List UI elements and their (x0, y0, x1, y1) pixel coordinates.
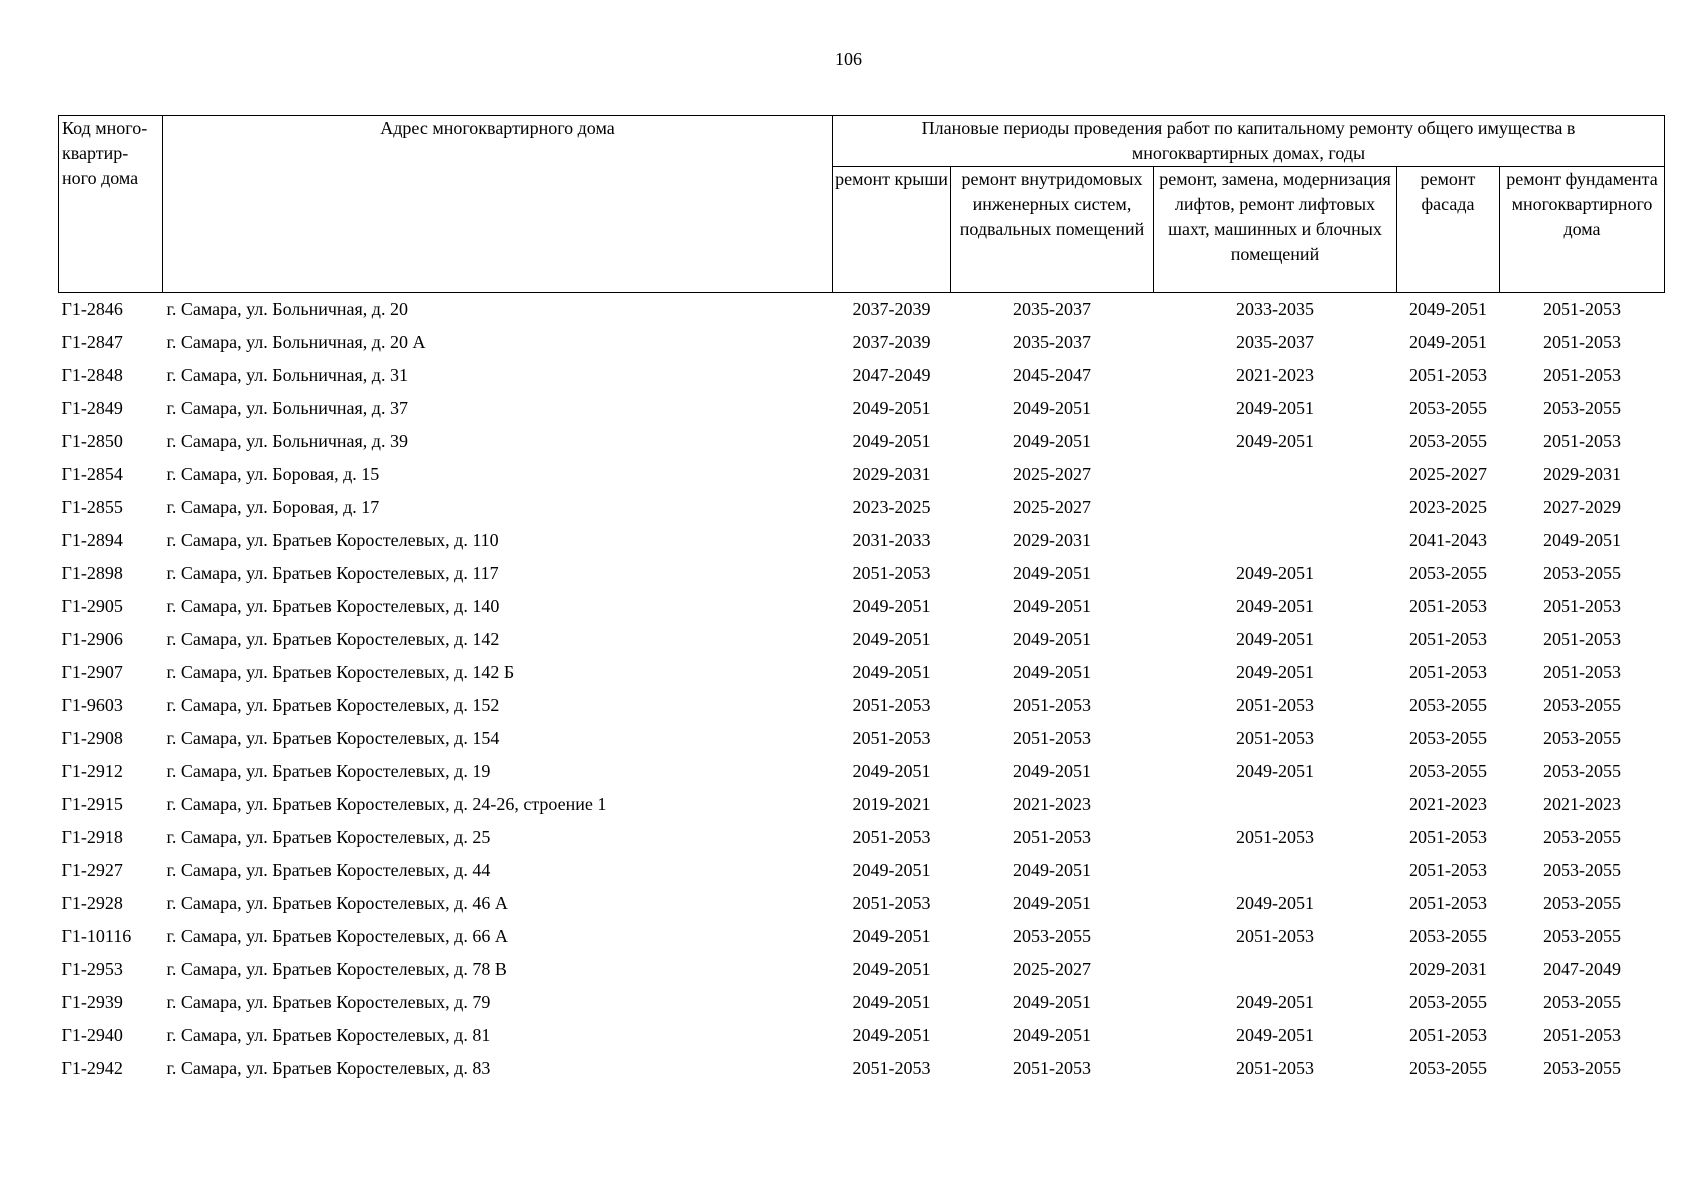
cell-facade: 2053-2055 (1409, 728, 1487, 748)
cell-code: Г1-2953 (61, 959, 123, 979)
cell-address: г. Самара, ул. Больничная, д. 37 (166, 398, 408, 418)
cell-lifts: 2049-2051 (1236, 431, 1314, 451)
cell-lifts: 2051-2053 (1236, 695, 1314, 715)
cell-engineering: 2051-2053 (1013, 1058, 1091, 1078)
cell-code: Г1-2898 (61, 563, 123, 583)
cell-address: г. Самара, ул. Братьев Коростелевых, д. 154 (166, 728, 500, 748)
cell-facade: 2053-2055 (1409, 992, 1487, 1012)
table-row (59, 326, 1665, 359)
table-row (59, 1019, 1665, 1052)
cell-facade: 2029-2031 (1409, 959, 1487, 979)
cell-engineering: 2049-2051 (1013, 563, 1091, 583)
cell-facade: 2053-2055 (1409, 398, 1487, 418)
cell-foundation: 2051-2053 (1543, 596, 1621, 616)
cell-lifts: 2033-2035 (1236, 299, 1314, 319)
cell-code: Г1-10116 (61, 926, 132, 946)
cell-roof: 2049-2051 (852, 992, 931, 1012)
cell-code: Г1-2855 (61, 497, 123, 517)
cell-code: Г1-2942 (61, 1058, 123, 1078)
cell-address: г. Самара, ул. Братьев Коростелевых, д. 24-26, строение 1 (166, 794, 607, 814)
cell-foundation: 2051-2053 (1543, 332, 1621, 352)
cell-foundation: 2053-2055 (1543, 827, 1621, 847)
cell-roof: 2049-2051 (852, 926, 931, 946)
cell-code: Г1-2906 (61, 629, 123, 649)
cell-roof: 2049-2051 (852, 431, 931, 451)
table-row (59, 953, 1665, 986)
page-number: 106 (835, 49, 862, 69)
cell-engineering: 2025-2027 (1013, 959, 1091, 979)
cell-roof: 2037-2039 (852, 299, 931, 319)
cell-facade: 2051-2053 (1409, 365, 1487, 385)
table-row (59, 293, 1665, 327)
table-row (59, 689, 1665, 722)
table-row (59, 425, 1665, 458)
cell-lifts (1154, 788, 1397, 821)
cell-roof: 2031-2033 (852, 530, 931, 550)
cell-engineering: 2049-2051 (1013, 992, 1091, 1012)
cell-code: Г1-2908 (61, 728, 123, 748)
cell-foundation: 2053-2055 (1543, 563, 1621, 583)
cell-roof: 2049-2051 (852, 596, 931, 616)
cell-address: г. Самара, ул. Братьев Коростелевых, д. 110 (166, 530, 499, 550)
cell-roof: 2049-2051 (852, 860, 931, 880)
cell-foundation: 2053-2055 (1543, 992, 1621, 1012)
cell-roof: 2019-2021 (852, 794, 931, 814)
table-row (59, 1052, 1665, 1085)
cell-facade: 2053-2055 (1409, 563, 1487, 583)
cell-address: г. Самара, ул. Братьев Коростелевых, д. 78 В (166, 959, 507, 979)
cell-facade: 2051-2053 (1409, 662, 1487, 682)
cell-code: Г1-2894 (61, 530, 123, 550)
cell-foundation: 2021-2023 (1543, 794, 1621, 814)
cell-foundation: 2053-2055 (1543, 761, 1621, 781)
cell-lifts: 2049-2051 (1236, 629, 1314, 649)
cell-address: г. Самара, ул. Братьев Коростелевых, д. 19 (166, 761, 491, 781)
cell-facade: 2051-2053 (1409, 629, 1487, 649)
cell-address: г. Самара, ул. Братьев Коростелевых, д. 83 (166, 1058, 491, 1078)
cell-facade: 2049-2051 (1409, 299, 1487, 319)
cell-lifts: 2049-2051 (1236, 1025, 1314, 1045)
cell-address: г. Самара, ул. Больничная, д. 31 (166, 365, 408, 385)
table-row (59, 920, 1665, 953)
table-row (59, 986, 1665, 1019)
cell-roof: 2051-2053 (852, 728, 931, 748)
cell-roof: 2051-2053 (852, 563, 931, 583)
cell-facade: 2021-2023 (1409, 794, 1487, 814)
cell-foundation: 2049-2051 (1543, 530, 1621, 550)
cell-facade: 2051-2053 (1409, 827, 1487, 847)
cell-lifts (1154, 953, 1397, 986)
cell-address: г. Самара, ул. Братьев Коростелевых, д. 46 А (166, 893, 508, 913)
cell-code: Г1-2927 (61, 860, 123, 880)
cell-address: г. Самара, ул. Братьев Коростелевых, д. 79 (166, 992, 491, 1012)
cell-roof: 2049-2051 (852, 1025, 931, 1045)
cell-roof: 2049-2051 (852, 959, 931, 979)
header-address: Адрес многоквартирного дома (163, 116, 833, 293)
cell-lifts: 2049-2051 (1236, 596, 1314, 616)
cell-lifts (1154, 491, 1397, 524)
cell-roof: 2049-2051 (852, 398, 931, 418)
cell-roof: 2051-2053 (852, 695, 931, 715)
cell-roof: 2029-2031 (852, 464, 931, 484)
cell-code: Г1-2849 (61, 398, 123, 418)
cell-code: Г1-2848 (61, 365, 123, 385)
cell-engineering: 2051-2053 (1013, 695, 1091, 715)
cell-foundation: 2053-2055 (1543, 695, 1621, 715)
cell-lifts: 2051-2053 (1236, 926, 1314, 946)
cell-address: г. Самара, ул. Боровая, д. 17 (166, 497, 380, 517)
cell-roof: 2023-2025 (852, 497, 931, 517)
cell-address: г. Самара, ул. Братьев Коростелевых, д. 142 Б (166, 662, 515, 682)
cell-lifts (1154, 854, 1397, 887)
cell-roof: 2047-2049 (852, 365, 931, 385)
cell-address: г. Самара, ул. Братьев Коростелевых, д. 66 А (166, 926, 508, 946)
cell-engineering: 2049-2051 (1013, 596, 1091, 616)
cell-foundation: 2053-2055 (1543, 1058, 1621, 1078)
table-row (59, 359, 1665, 392)
cell-engineering: 2049-2051 (1013, 1025, 1091, 1045)
table-row (59, 788, 1665, 821)
table-row (59, 590, 1665, 623)
cell-code: Г1-2854 (61, 464, 123, 484)
cell-address: г. Самара, ул. Больничная, д. 20 (166, 299, 408, 319)
table-row (59, 524, 1665, 557)
capital-repair-schedule-table (58, 115, 1665, 1085)
cell-roof: 2037-2039 (852, 332, 931, 352)
cell-lifts: 2051-2053 (1236, 827, 1314, 847)
cell-lifts: 2049-2051 (1236, 662, 1314, 682)
cell-engineering: 2049-2051 (1013, 761, 1091, 781)
cell-foundation: 2053-2055 (1543, 893, 1621, 913)
cell-roof: 2049-2051 (852, 662, 931, 682)
cell-code: Г1-2847 (61, 332, 123, 352)
header-roof: ремонт крыши (833, 167, 951, 293)
cell-foundation: 2053-2055 (1543, 728, 1621, 748)
cell-roof: 2051-2053 (852, 1058, 931, 1078)
table-row (59, 458, 1665, 491)
cell-lifts: 2049-2051 (1236, 992, 1314, 1012)
cell-address: г. Самара, ул. Братьев Коростелевых, д. 44 (166, 860, 491, 880)
header-facade: ремонт фасада (1397, 167, 1500, 293)
table-row (59, 491, 1665, 524)
cell-address: г. Самара, ул. Братьев Коростелевых, д. 81 (166, 1025, 491, 1045)
cell-engineering: 2021-2023 (1013, 794, 1091, 814)
cell-facade: 2051-2053 (1409, 893, 1487, 913)
table-row (59, 656, 1665, 689)
cell-engineering: 2029-2031 (1013, 530, 1091, 550)
cell-engineering: 2049-2051 (1013, 629, 1091, 649)
cell-code: Г1-2912 (61, 761, 123, 781)
cell-lifts: 2051-2053 (1236, 728, 1314, 748)
cell-facade: 2023-2025 (1409, 497, 1487, 517)
table-row (59, 821, 1665, 854)
table-header (59, 116, 1665, 293)
cell-lifts: 2049-2051 (1236, 563, 1314, 583)
cell-engineering: 2049-2051 (1013, 398, 1091, 418)
cell-engineering: 2049-2051 (1013, 860, 1091, 880)
cell-lifts: 2049-2051 (1236, 761, 1314, 781)
cell-engineering: 2051-2053 (1013, 827, 1091, 847)
cell-address: г. Самара, ул. Братьев Коростелевых, д. 25 (166, 827, 491, 847)
cell-foundation: 2053-2055 (1543, 398, 1621, 418)
cell-facade: 2053-2055 (1409, 695, 1487, 715)
cell-address: г. Самара, ул. Больничная, д. 20 А (166, 332, 426, 352)
cell-facade: 2049-2051 (1409, 332, 1487, 352)
cell-lifts: 2021-2023 (1236, 365, 1314, 385)
cell-lifts (1154, 524, 1397, 557)
cell-engineering: 2035-2037 (1013, 299, 1091, 319)
cell-code: Г1-2939 (61, 992, 123, 1012)
cell-foundation: 2051-2053 (1543, 431, 1621, 451)
cell-address: г. Самара, ул. Братьев Коростелевых, д. 142 (166, 629, 500, 649)
header-engineering: ремонт внутридомовых инженерных систем, подвальных помещений (951, 167, 1154, 293)
cell-code: Г1-2905 (61, 596, 123, 616)
cell-lifts (1154, 458, 1397, 491)
cell-foundation: 2051-2053 (1543, 1025, 1621, 1045)
cell-address: г. Самара, ул. Боровая, д. 15 (166, 464, 380, 484)
header-planned-periods: Плановые периоды проведения работ по капитальному ремонту общего имущества в многоквартирных домах, годы (833, 116, 1665, 167)
cell-address: г. Самара, ул. Братьев Коростелевых, д. 117 (166, 563, 499, 583)
table-row (59, 392, 1665, 425)
cell-engineering: 2025-2027 (1013, 497, 1091, 517)
cell-facade: 2053-2055 (1409, 1058, 1487, 1078)
table-row (59, 854, 1665, 887)
cell-address: г. Самара, ул. Братьев Коростелевых, д. 152 (166, 695, 500, 715)
cell-address: г. Самара, ул. Братьев Коростелевых, д. 140 (166, 596, 500, 616)
table-row (59, 887, 1665, 920)
cell-code: Г1-2907 (61, 662, 123, 682)
table-row (59, 557, 1665, 590)
cell-lifts: 2051-2053 (1236, 1058, 1314, 1078)
cell-facade: 2051-2053 (1409, 1025, 1487, 1045)
cell-engineering: 2051-2053 (1013, 728, 1091, 748)
cell-foundation: 2051-2053 (1543, 629, 1621, 649)
cell-code: Г1-2918 (61, 827, 123, 847)
cell-lifts: 2049-2051 (1236, 893, 1314, 913)
cell-address: г. Самара, ул. Больничная, д. 39 (166, 431, 408, 451)
cell-roof: 2049-2051 (852, 761, 931, 781)
cell-engineering: 2049-2051 (1013, 431, 1091, 451)
header-lifts: ремонт, замена, модернизация лифтов, ремонт лифтовых шахт, машинных и блочных помещений (1154, 167, 1397, 293)
cell-engineering: 2035-2037 (1013, 332, 1091, 352)
cell-facade: 2053-2055 (1409, 761, 1487, 781)
cell-facade: 2053-2055 (1409, 926, 1487, 946)
cell-foundation: 2053-2055 (1543, 860, 1621, 880)
cell-foundation: 2051-2053 (1543, 299, 1621, 319)
table-body (59, 293, 1665, 1086)
cell-engineering: 2025-2027 (1013, 464, 1091, 484)
cell-code: Г1-2940 (61, 1025, 123, 1045)
table-row (59, 623, 1665, 656)
cell-foundation: 2027-2029 (1543, 497, 1621, 517)
cell-foundation: 2051-2053 (1543, 365, 1621, 385)
header-code: Код много-квартир-ного дома (59, 116, 163, 293)
cell-code: Г1-9603 (61, 695, 123, 715)
table-row (59, 755, 1665, 788)
cell-engineering: 2049-2051 (1013, 662, 1091, 682)
cell-roof: 2049-2051 (852, 629, 931, 649)
table-row (59, 722, 1665, 755)
cell-code: Г1-2915 (61, 794, 123, 814)
cell-foundation: 2053-2055 (1543, 926, 1621, 946)
cell-foundation: 2051-2053 (1543, 662, 1621, 682)
cell-facade: 2025-2027 (1409, 464, 1487, 484)
header-foundation: ремонт фундамента многоквартирного дома (1500, 167, 1665, 293)
cell-lifts: 2035-2037 (1236, 332, 1314, 352)
cell-lifts: 2049-2051 (1236, 398, 1314, 418)
cell-facade: 2051-2053 (1409, 860, 1487, 880)
cell-code: Г1-2928 (61, 893, 123, 913)
cell-roof: 2051-2053 (852, 893, 931, 913)
cell-engineering: 2053-2055 (1013, 926, 1091, 946)
cell-facade: 2051-2053 (1409, 596, 1487, 616)
cell-engineering: 2045-2047 (1013, 365, 1091, 385)
cell-foundation: 2047-2049 (1543, 959, 1621, 979)
cell-engineering: 2049-2051 (1013, 893, 1091, 913)
cell-code: Г1-2846 (61, 299, 123, 319)
cell-facade: 2041-2043 (1409, 530, 1487, 550)
cell-roof: 2051-2053 (852, 827, 931, 847)
cell-code: Г1-2850 (61, 431, 123, 451)
cell-facade: 2053-2055 (1409, 431, 1487, 451)
cell-foundation: 2029-2031 (1543, 464, 1621, 484)
